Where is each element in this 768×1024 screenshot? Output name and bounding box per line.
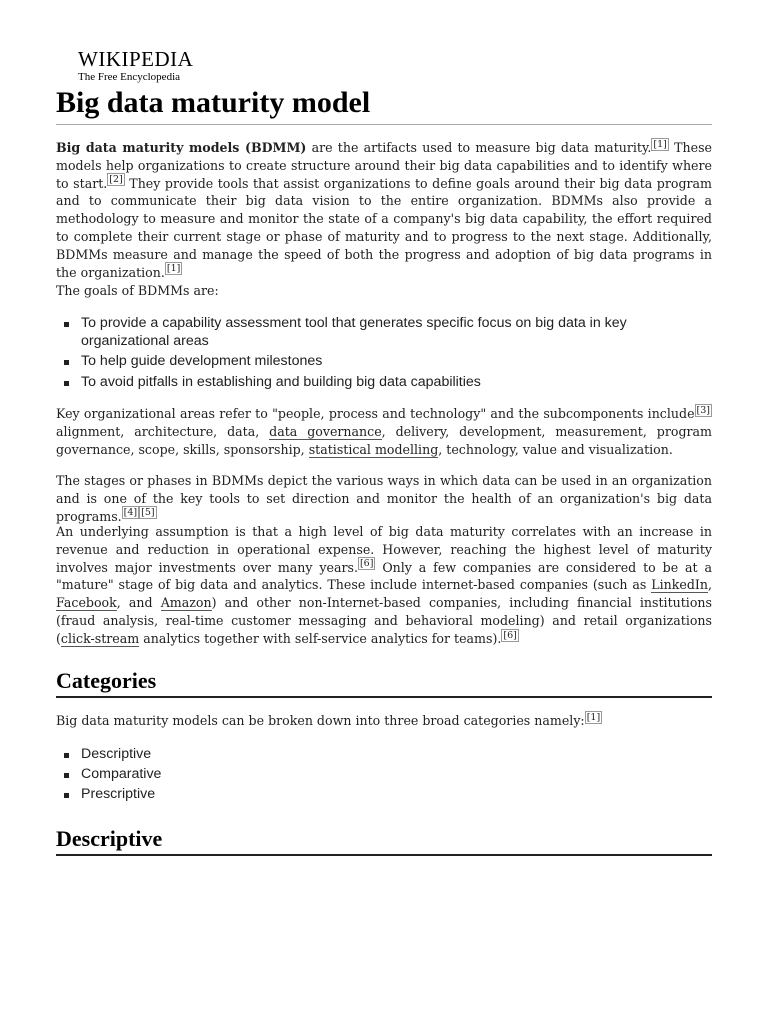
link-data-governance[interactable]: data governance	[269, 423, 382, 439]
citation[interactable]: [1]	[586, 711, 601, 723]
intro-text-2: These models help organizations to create structure around their big data capabilities and to identify where to start.	[56, 140, 712, 191]
categories-list	[56, 746, 712, 804]
link-facebook[interactable]: Facebook	[56, 595, 117, 611]
goals-intro: The goals of BDMMs are:	[56, 283, 219, 298]
goals-section	[56, 282, 712, 300]
categories-heading: Categories	[56, 668, 157, 693]
stages-section	[56, 472, 712, 525]
categories-section	[56, 668, 712, 698]
stages-paragraph: The stages or phases in BDMMs depict the various ways in which data can be used in an organization and is one of the key tools to set direction and monitor the health of an organization's big data programs. [4] [5]	[56, 473, 712, 524]
bullet-icon	[64, 773, 69, 778]
logo-wordmark: WIKIPEDIA	[78, 47, 194, 71]
key-areas-section	[56, 405, 712, 458]
categories-intro-wrap	[56, 712, 712, 730]
descriptive-heading: Descriptive	[56, 826, 163, 851]
link-statistical-modelling[interactable]: statistical modelling	[308, 441, 439, 457]
link-amazon[interactable]: Amazon	[160, 595, 212, 611]
intro-section	[56, 139, 712, 281]
list-item: Prescriptive	[56, 786, 712, 804]
citation[interactable]: [6]	[359, 558, 374, 570]
list-item: To help guide development milestones	[56, 353, 712, 371]
citation[interactable]: [6]	[503, 629, 517, 641]
bullet-icon	[64, 753, 69, 758]
goals-list-wrap	[56, 315, 712, 391]
goals-list	[56, 315, 712, 391]
list-item: To provide a capability assessment tool that generates specific focus on big data in key organizational areas	[56, 315, 712, 350]
list-item: Comparative	[56, 766, 712, 784]
categories-intro: Big data maturity models can be broken down into three broad categories namely: [1]	[56, 711, 601, 728]
citation[interactable]: [2]	[109, 174, 123, 186]
list-item: To avoid pitfalls in establishing and building big data capabilities	[56, 374, 712, 392]
categories-divider	[56, 696, 712, 698]
bullet-icon	[64, 793, 69, 798]
categories-list-wrap	[56, 746, 712, 804]
citation[interactable]: [1]	[653, 138, 667, 150]
bullet-icon	[64, 360, 69, 365]
title-divider	[56, 124, 712, 125]
citation[interactable]: [4]	[123, 507, 138, 519]
citation[interactable]: [5]	[141, 507, 155, 519]
assumption-section	[56, 523, 712, 648]
bullet-icon	[64, 381, 69, 386]
logo-tagline: The Free Encyclopedia	[78, 71, 181, 83]
bullet-icon	[64, 322, 69, 327]
list-item: Descriptive	[56, 746, 712, 764]
page-title: Big data maturity model	[56, 86, 371, 119]
intro-text-3: They provide tools that assist organizations to define goals around their big data program and to communicate their big data vision to the entire organization. BDMMs also provide a methodology to measure and monitor the state of a company's big data capability, the effort required to complete their current stage or phase of maturity and to progress to the next stage. Additionally, BDMMs measure and manage the speed of both the progress and adoption of big data programs in the organization.	[56, 175, 713, 280]
link-linkedin[interactable]: LinkedIn	[651, 577, 708, 593]
citation[interactable]: [3]	[696, 404, 710, 416]
descriptive-section	[56, 826, 712, 856]
intro-bold-term: Big data maturity models (BDMM)	[56, 140, 307, 155]
wikipedia-logo[interactable]	[78, 48, 193, 84]
intro-paragraph	[56, 139, 712, 281]
key-areas-paragraph: Key organizational areas refer to "people, process and technology" and the subcomponents include [3] alignment, architecture, data, data governance, delivery, development, measurement, program governance, scope, skills, sponsorship, statistical modelling, technology, value and visualization.	[56, 404, 712, 457]
link-click-stream[interactable]: click-stream	[60, 630, 140, 646]
citation[interactable]: [1]	[166, 263, 181, 275]
descriptive-divider	[56, 854, 712, 856]
assumption-paragraph: An underlying assumption is that a high level of big data maturity correlates with an increase in revenue and reduction in operational expense. However, reaching the highest level of maturity involves major investments over many years. [6] Only a few companies are considered to be at a "mature" stage of big data and analytics. These include internet-based companies (such as LinkedIn, Facebook, and Amazon) and other non-Internet-based companies, including financial institutions (fraud analysis, real-time customer messaging and behavioral modeling) and retail organizations (click-stream analytics together with self-service analytics for teams). [6]	[56, 524, 712, 646]
intro-text-1: are the artifacts used to measure big data maturity.	[306, 140, 652, 155]
